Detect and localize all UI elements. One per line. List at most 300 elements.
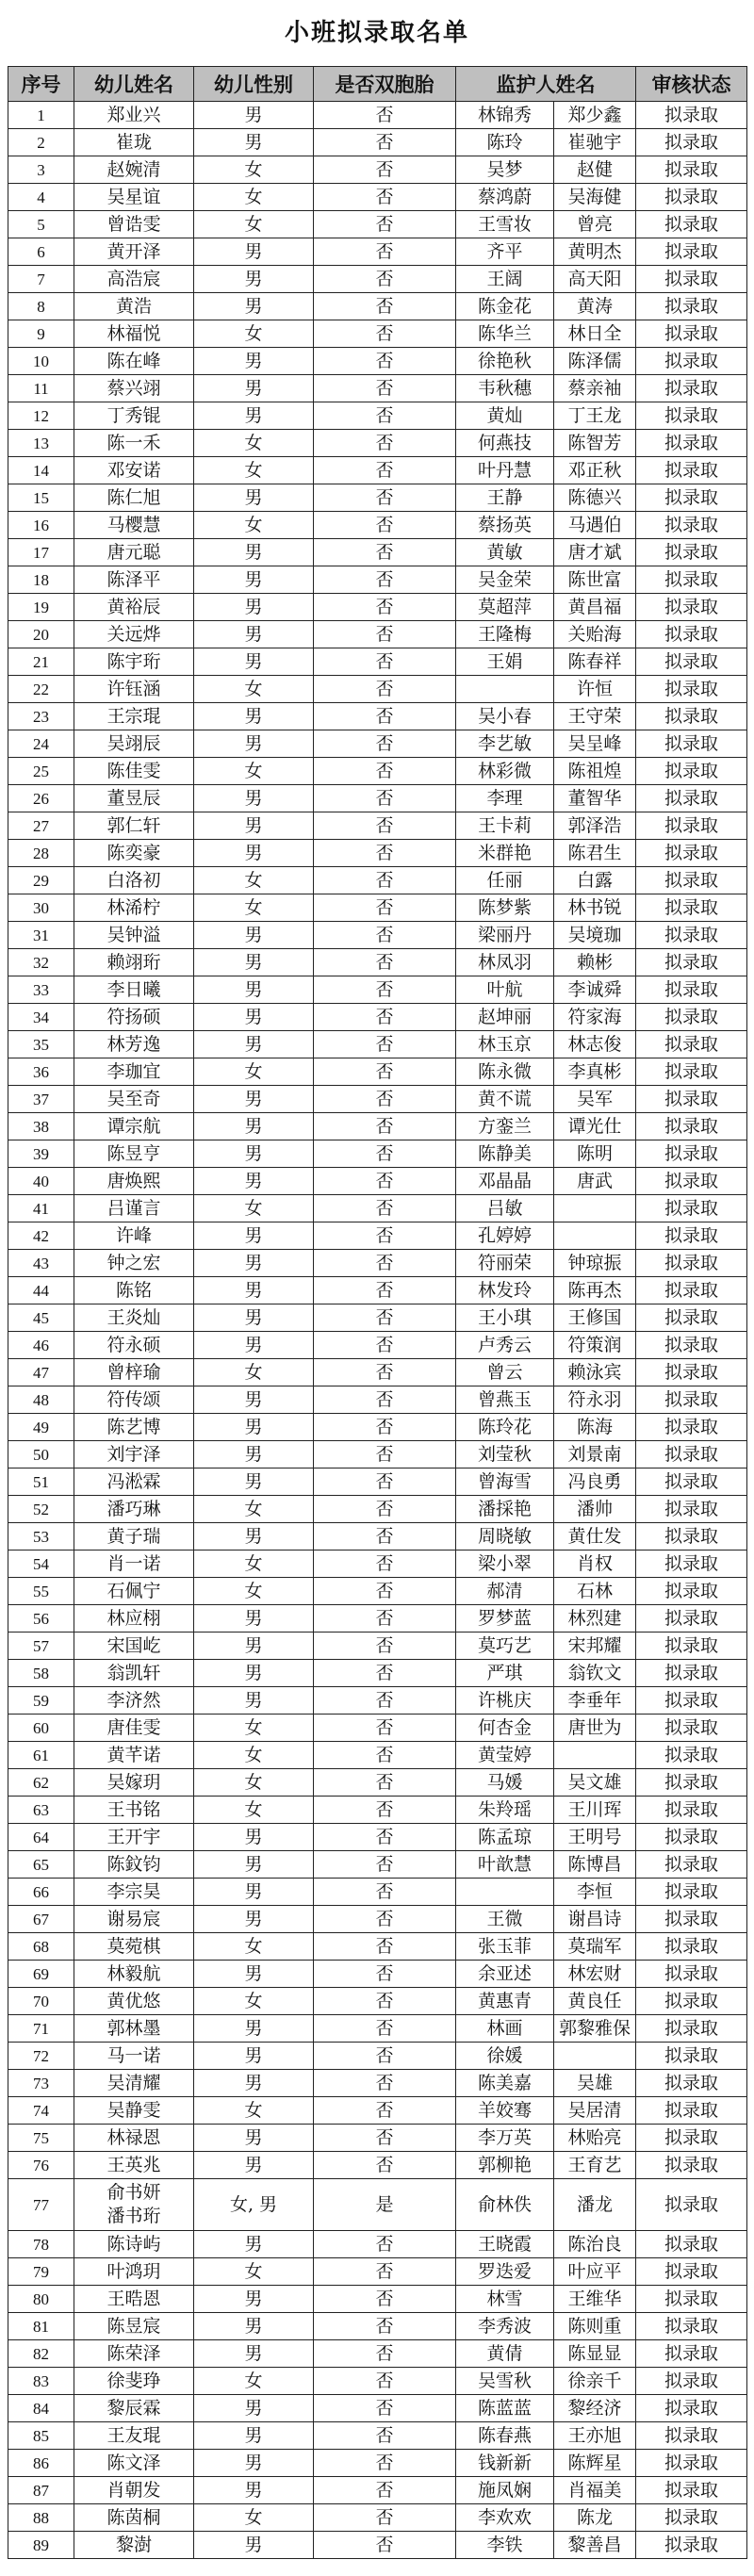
cell-guardian-1: 何杏金 bbox=[456, 1715, 554, 1742]
cell-guardian-2: 吴雄 bbox=[554, 2070, 636, 2097]
cell-status: 拟录取 bbox=[636, 375, 747, 402]
table-row bbox=[8, 812, 747, 840]
cell-twin: 否 bbox=[314, 1031, 456, 1058]
cell-guardian-2: 李恒 bbox=[554, 1879, 636, 1906]
cell-gender: 男 bbox=[194, 129, 314, 156]
cell-seq: 67 bbox=[8, 1906, 74, 1933]
cell-guardian-1: 朱羚瑶 bbox=[456, 1797, 554, 1824]
cell-gender: 男 bbox=[194, 2422, 314, 2450]
cell-gender: 男 bbox=[194, 1851, 314, 1879]
cell-twin: 否 bbox=[314, 375, 456, 402]
cell-child-name: 俞书妍 潘书珩 bbox=[74, 2179, 194, 2231]
table-row bbox=[8, 2532, 747, 2559]
cell-guardian-1: 林凤羽 bbox=[456, 949, 554, 976]
cell-twin: 否 bbox=[314, 102, 456, 129]
cell-child-name: 谭宗航 bbox=[74, 1113, 194, 1140]
cell-guardian-1: 曾海雪 bbox=[456, 1468, 554, 1496]
cell-guardian-2: 陈世富 bbox=[554, 566, 636, 594]
cell-child-name: 陈一禾 bbox=[74, 430, 194, 457]
cell-gender: 男 bbox=[194, 1660, 314, 1687]
cell-guardian-2: 陈德兴 bbox=[554, 484, 636, 512]
cell-gender: 男 bbox=[194, 2152, 314, 2179]
cell-guardian-1: 施凤娴 bbox=[456, 2477, 554, 2504]
cell-seq: 24 bbox=[8, 730, 74, 758]
cell-gender: 女 bbox=[194, 1578, 314, 1605]
table-row bbox=[8, 1304, 747, 1332]
cell-twin: 否 bbox=[314, 1304, 456, 1332]
cell-child-name: 李济然 bbox=[74, 1687, 194, 1715]
table-row bbox=[8, 2231, 747, 2258]
cell-twin: 否 bbox=[314, 1961, 456, 1988]
cell-gender: 男 bbox=[194, 1523, 314, 1551]
cell-child-name: 唐佳雯 bbox=[74, 1715, 194, 1742]
cell-guardian-2: 肖权 bbox=[554, 1551, 636, 1578]
cell-seq: 44 bbox=[8, 1277, 74, 1304]
cell-guardian-1: 黄灿 bbox=[456, 402, 554, 430]
cell-twin: 否 bbox=[314, 2258, 456, 2286]
cell-gender: 男 bbox=[194, 949, 314, 976]
cell-child-name: 曾诰雯 bbox=[74, 211, 194, 238]
cell-guardian-1: 米群艳 bbox=[456, 840, 554, 867]
cell-guardian-1: 许桃庆 bbox=[456, 1687, 554, 1715]
cell-twin: 否 bbox=[314, 2340, 456, 2368]
cell-seq: 31 bbox=[8, 922, 74, 949]
table-row bbox=[8, 2152, 747, 2179]
cell-child-name: 曾梓瑜 bbox=[74, 1359, 194, 1386]
table-row bbox=[8, 1086, 747, 1113]
cell-guardian-2: 黄仕发 bbox=[554, 1523, 636, 1551]
cell-status: 拟录取 bbox=[636, 1769, 747, 1797]
table-row bbox=[8, 1906, 747, 1933]
cell-child-name: 王晧恩 bbox=[74, 2286, 194, 2313]
cell-guardian-2: 赵健 bbox=[554, 156, 636, 184]
table-row bbox=[8, 1441, 747, 1468]
cell-guardian-1: 曾燕玉 bbox=[456, 1386, 554, 1414]
cell-status: 拟录取 bbox=[636, 1797, 747, 1824]
cell-gender: 男 bbox=[194, 539, 314, 566]
table-row bbox=[8, 1386, 747, 1414]
cell-guardian-2: 吴呈峰 bbox=[554, 730, 636, 758]
cell-guardian-1: 李艺敏 bbox=[456, 730, 554, 758]
cell-seq: 33 bbox=[8, 976, 74, 1004]
cell-twin: 否 bbox=[314, 184, 456, 211]
table-row bbox=[8, 566, 747, 594]
cell-guardian-1: 吴梦 bbox=[456, 156, 554, 184]
cell-status: 拟录取 bbox=[636, 2152, 747, 2179]
table-row bbox=[8, 976, 747, 1004]
cell-child-name: 陈仁旭 bbox=[74, 484, 194, 512]
cell-guardian-2: 王明号 bbox=[554, 1824, 636, 1851]
cell-guardian-1: 陈孟琼 bbox=[456, 1824, 554, 1851]
cell-guardian-1: 陈玲 bbox=[456, 129, 554, 156]
cell-status: 拟录取 bbox=[636, 730, 747, 758]
cell-twin: 否 bbox=[314, 2015, 456, 2043]
cell-seq: 69 bbox=[8, 1961, 74, 1988]
cell-twin: 否 bbox=[314, 1988, 456, 2015]
cell-guardian-1: 吴金荣 bbox=[456, 566, 554, 594]
cell-gender: 男 bbox=[194, 566, 314, 594]
cell-child-name: 林禄恩 bbox=[74, 2125, 194, 2152]
cell-gender: 女 bbox=[194, 867, 314, 894]
cell-status: 拟录取 bbox=[636, 156, 747, 184]
cell-guardian-2: 吴军 bbox=[554, 1086, 636, 1113]
cell-guardian-2: 黄明杰 bbox=[554, 238, 636, 266]
cell-guardian-2: 王川珲 bbox=[554, 1797, 636, 1824]
cell-child-name: 吴翊辰 bbox=[74, 730, 194, 758]
cell-status: 拟录取 bbox=[636, 348, 747, 375]
cell-twin: 否 bbox=[314, 1496, 456, 1523]
cell-twin: 否 bbox=[314, 512, 456, 539]
cell-gender: 男 bbox=[194, 2043, 314, 2070]
table-row bbox=[8, 184, 747, 211]
cell-twin: 否 bbox=[314, 1359, 456, 1386]
cell-seq: 14 bbox=[8, 457, 74, 484]
cell-seq: 40 bbox=[8, 1168, 74, 1195]
cell-status: 拟录取 bbox=[636, 1551, 747, 1578]
cell-gender: 女 bbox=[194, 2504, 314, 2532]
cell-guardian-2: 吴境珈 bbox=[554, 922, 636, 949]
table-row bbox=[8, 2450, 747, 2477]
cell-twin: 否 bbox=[314, 2422, 456, 2450]
cell-status: 拟录取 bbox=[636, 1715, 747, 1742]
cell-guardian-2: 邓正秋 bbox=[554, 457, 636, 484]
cell-status: 拟录取 bbox=[636, 457, 747, 484]
cell-guardian-1: 赵坤丽 bbox=[456, 1004, 554, 1031]
cell-guardian-2: 翁钦文 bbox=[554, 1660, 636, 1687]
cell-twin: 否 bbox=[314, 621, 456, 648]
cell-child-name: 陈泽平 bbox=[74, 566, 194, 594]
cell-seq: 29 bbox=[8, 867, 74, 894]
table-row bbox=[8, 949, 747, 976]
table-row bbox=[8, 2070, 747, 2097]
cell-status: 拟录取 bbox=[636, 2340, 747, 2368]
cell-gender: 男 bbox=[194, 2070, 314, 2097]
cell-twin: 否 bbox=[314, 1687, 456, 1715]
cell-seq: 83 bbox=[8, 2368, 74, 2395]
cell-status: 拟录取 bbox=[636, 2395, 747, 2422]
cell-guardian-2: 许恒 bbox=[554, 676, 636, 703]
cell-gender: 女 bbox=[194, 320, 314, 348]
cell-guardian-1: 蔡扬英 bbox=[456, 512, 554, 539]
cell-status: 拟录取 bbox=[636, 2532, 747, 2559]
cell-twin: 否 bbox=[314, 457, 456, 484]
cell-seq: 86 bbox=[8, 2450, 74, 2477]
cell-status: 拟录取 bbox=[636, 102, 747, 129]
cell-child-name: 马一诺 bbox=[74, 2043, 194, 2070]
table-row bbox=[8, 238, 747, 266]
cell-gender: 男 bbox=[194, 594, 314, 621]
cell-guardian-2: 林烈建 bbox=[554, 1605, 636, 1633]
cell-seq: 37 bbox=[8, 1086, 74, 1113]
cell-gender: 男 bbox=[194, 1222, 314, 1250]
cell-seq: 84 bbox=[8, 2395, 74, 2422]
cell-child-name: 王书铭 bbox=[74, 1797, 194, 1824]
cell-guardian-2: 刘景南 bbox=[554, 1441, 636, 1468]
cell-status: 拟录取 bbox=[636, 1359, 747, 1386]
cell-seq: 22 bbox=[8, 676, 74, 703]
cell-seq: 72 bbox=[8, 2043, 74, 2070]
cell-gender: 男 bbox=[194, 730, 314, 758]
cell-seq: 56 bbox=[8, 1605, 74, 1633]
cell-child-name: 郭仁轩 bbox=[74, 812, 194, 840]
cell-seq: 26 bbox=[8, 785, 74, 812]
table-row bbox=[8, 266, 747, 293]
cell-gender: 男 bbox=[194, 2313, 314, 2340]
cell-twin: 否 bbox=[314, 1140, 456, 1168]
cell-twin: 否 bbox=[314, 1386, 456, 1414]
table-row bbox=[8, 430, 747, 457]
cell-guardian-2: 黄良任 bbox=[554, 1988, 636, 2015]
cell-gender: 男 bbox=[194, 266, 314, 293]
cell-status: 拟录取 bbox=[636, 1058, 747, 1086]
table-row bbox=[8, 648, 747, 676]
cell-child-name: 王友琨 bbox=[74, 2422, 194, 2450]
cell-child-name: 许峰 bbox=[74, 1222, 194, 1250]
cell-status: 拟录取 bbox=[636, 1004, 747, 1031]
cell-twin: 否 bbox=[314, 949, 456, 976]
cell-twin: 否 bbox=[314, 1769, 456, 1797]
cell-child-name: 吕谨言 bbox=[74, 1195, 194, 1222]
cell-gender: 女 bbox=[194, 1797, 314, 1824]
cell-status: 拟录取 bbox=[636, 785, 747, 812]
cell-twin: 否 bbox=[314, 266, 456, 293]
cell-child-name: 吴钟溢 bbox=[74, 922, 194, 949]
table-row bbox=[8, 457, 747, 484]
cell-status: 拟录取 bbox=[636, 1933, 747, 1961]
cell-guardian-1: 王静 bbox=[456, 484, 554, 512]
cell-gender: 男 bbox=[194, 2340, 314, 2368]
cell-seq: 79 bbox=[8, 2258, 74, 2286]
cell-child-name: 李珈宜 bbox=[74, 1058, 194, 1086]
cell-guardian-2: 蔡亲袖 bbox=[554, 375, 636, 402]
cell-twin: 否 bbox=[314, 1551, 456, 1578]
cell-gender: 男 bbox=[194, 1879, 314, 1906]
cell-twin: 否 bbox=[314, 1933, 456, 1961]
cell-guardian-1: 卢秀云 bbox=[456, 1332, 554, 1359]
cell-seq: 47 bbox=[8, 1359, 74, 1386]
cell-status: 拟录取 bbox=[636, 1961, 747, 1988]
cell-child-name: 潘巧琳 bbox=[74, 1496, 194, 1523]
cell-gender: 男 bbox=[194, 293, 314, 320]
cell-child-name: 王炎灿 bbox=[74, 1304, 194, 1332]
cell-seq: 16 bbox=[8, 512, 74, 539]
header-status: 审核状态 bbox=[636, 67, 747, 102]
cell-guardian-2: 符家海 bbox=[554, 1004, 636, 1031]
cell-status: 拟录取 bbox=[636, 2043, 747, 2070]
cell-child-name: 林芳逸 bbox=[74, 1031, 194, 1058]
cell-guardian-2: 陈海 bbox=[554, 1414, 636, 1441]
cell-seq: 70 bbox=[8, 1988, 74, 2015]
table-body bbox=[8, 102, 747, 2559]
cell-status: 拟录取 bbox=[636, 1824, 747, 1851]
cell-child-name: 石佩宁 bbox=[74, 1578, 194, 1605]
cell-twin: 否 bbox=[314, 1004, 456, 1031]
cell-seq: 17 bbox=[8, 539, 74, 566]
cell-gender: 男 bbox=[194, 785, 314, 812]
cell-guardian-1: 林雪 bbox=[456, 2286, 554, 2313]
cell-child-name: 李宗昊 bbox=[74, 1879, 194, 1906]
cell-status: 拟录取 bbox=[636, 1687, 747, 1715]
cell-child-name: 陈在峰 bbox=[74, 348, 194, 375]
cell-status: 拟录取 bbox=[636, 1277, 747, 1304]
cell-gender: 男 bbox=[194, 2231, 314, 2258]
cell-child-name: 黄浩 bbox=[74, 293, 194, 320]
cell-child-name: 黄子瑞 bbox=[74, 1523, 194, 1551]
cell-guardian-1: 莫超萍 bbox=[456, 594, 554, 621]
cell-gender: 男 bbox=[194, 2395, 314, 2422]
table-row bbox=[8, 512, 747, 539]
cell-child-name: 符传颂 bbox=[74, 1386, 194, 1414]
table-row bbox=[8, 1031, 747, 1058]
cell-gender: 女 bbox=[194, 1058, 314, 1086]
cell-guardian-2: 王亦旭 bbox=[554, 2422, 636, 2450]
table-row bbox=[8, 1058, 747, 1086]
cell-seq: 66 bbox=[8, 1879, 74, 1906]
cell-twin: 否 bbox=[314, 2070, 456, 2097]
cell-guardian-1: 黄倩 bbox=[456, 2340, 554, 2368]
cell-status: 拟录取 bbox=[636, 266, 747, 293]
cell-status: 拟录取 bbox=[636, 2450, 747, 2477]
cell-status: 拟录取 bbox=[636, 1496, 747, 1523]
cell-twin: 否 bbox=[314, 867, 456, 894]
cell-guardian-1 bbox=[456, 1879, 554, 1906]
cell-guardian-2: 郭黎雅保 bbox=[554, 2015, 636, 2043]
cell-gender: 女 bbox=[194, 2258, 314, 2286]
cell-twin: 否 bbox=[314, 1660, 456, 1687]
cell-guardian-2: 陈君生 bbox=[554, 840, 636, 867]
cell-child-name: 黄优悠 bbox=[74, 1988, 194, 2015]
cell-guardian-1: 陈金花 bbox=[456, 293, 554, 320]
cell-seq: 35 bbox=[8, 1031, 74, 1058]
cell-child-name: 蔡兴翊 bbox=[74, 375, 194, 402]
cell-guardian-1: 林彩微 bbox=[456, 758, 554, 785]
cell-guardian-1: 吕敏 bbox=[456, 1195, 554, 1222]
cell-seq: 57 bbox=[8, 1633, 74, 1660]
cell-guardian-2: 曾亮 bbox=[554, 211, 636, 238]
cell-guardian-1: 蔡鸿蔚 bbox=[456, 184, 554, 211]
table-row bbox=[8, 1605, 747, 1633]
cell-status: 拟录取 bbox=[636, 402, 747, 430]
cell-guardian-1: 徐媛 bbox=[456, 2043, 554, 2070]
cell-guardian-2 bbox=[554, 1742, 636, 1769]
cell-status: 拟录取 bbox=[636, 2179, 747, 2231]
cell-twin: 否 bbox=[314, 402, 456, 430]
cell-seq: 38 bbox=[8, 1113, 74, 1140]
cell-guardian-1: 李理 bbox=[456, 785, 554, 812]
cell-guardian-2: 陈祖煌 bbox=[554, 758, 636, 785]
cell-seq: 81 bbox=[8, 2313, 74, 2340]
table-row bbox=[8, 1961, 747, 1988]
cell-guardian-2: 钟琼振 bbox=[554, 1250, 636, 1277]
table-row bbox=[8, 2313, 747, 2340]
cell-gender: 女 bbox=[194, 1988, 314, 2015]
cell-guardian-1: 林玉京 bbox=[456, 1031, 554, 1058]
cell-child-name: 钟之宏 bbox=[74, 1250, 194, 1277]
cell-child-name: 唐焕熙 bbox=[74, 1168, 194, 1195]
cell-seq: 62 bbox=[8, 1769, 74, 1797]
cell-twin: 否 bbox=[314, 1523, 456, 1551]
cell-guardian-1: 王小琪 bbox=[456, 1304, 554, 1332]
cell-guardian-1: 黄惠青 bbox=[456, 1988, 554, 2015]
cell-guardian-2: 王修国 bbox=[554, 1304, 636, 1332]
cell-twin: 否 bbox=[314, 2313, 456, 2340]
cell-guardian-2 bbox=[554, 1195, 636, 1222]
cell-gender: 女 bbox=[194, 512, 314, 539]
cell-status: 拟录取 bbox=[636, 758, 747, 785]
cell-seq: 34 bbox=[8, 1004, 74, 1031]
cell-child-name: 莫菀棋 bbox=[74, 1933, 194, 1961]
cell-guardian-2: 赖泳宾 bbox=[554, 1359, 636, 1386]
cell-status: 拟录取 bbox=[636, 539, 747, 566]
cell-gender: 男 bbox=[194, 1824, 314, 1851]
cell-seq: 23 bbox=[8, 703, 74, 730]
table-row bbox=[8, 2125, 747, 2152]
table-row bbox=[8, 1742, 747, 1769]
table-row bbox=[8, 348, 747, 375]
cell-twin: 否 bbox=[314, 1851, 456, 1879]
cell-status: 拟录取 bbox=[636, 676, 747, 703]
cell-seq: 25 bbox=[8, 758, 74, 785]
cell-guardian-2: 肖福美 bbox=[554, 2477, 636, 2504]
cell-gender: 男 bbox=[194, 922, 314, 949]
cell-seq: 85 bbox=[8, 2422, 74, 2450]
table-row bbox=[8, 211, 747, 238]
cell-guardian-2: 冯良勇 bbox=[554, 1468, 636, 1496]
cell-seq: 19 bbox=[8, 594, 74, 621]
cell-seq: 12 bbox=[8, 402, 74, 430]
table-row bbox=[8, 1797, 747, 1824]
cell-status: 拟录取 bbox=[636, 949, 747, 976]
cell-guardian-1: 李秀波 bbox=[456, 2313, 554, 2340]
cell-guardian-1: 羊姣骞 bbox=[456, 2097, 554, 2125]
cell-twin: 否 bbox=[314, 730, 456, 758]
cell-guardian-2: 黄涛 bbox=[554, 293, 636, 320]
cell-guardian-2: 符永羽 bbox=[554, 1386, 636, 1414]
cell-guardian-1: 郝清 bbox=[456, 1578, 554, 1605]
cell-gender: 女, 男 bbox=[194, 2179, 314, 2231]
table-row bbox=[8, 293, 747, 320]
cell-seq: 71 bbox=[8, 2015, 74, 2043]
cell-child-name: 陈昱宸 bbox=[74, 2313, 194, 2340]
cell-child-name: 陈佳雯 bbox=[74, 758, 194, 785]
cell-twin: 否 bbox=[314, 1195, 456, 1222]
cell-gender: 男 bbox=[194, 976, 314, 1004]
cell-child-name: 林浠柠 bbox=[74, 894, 194, 922]
cell-guardian-2: 陈明 bbox=[554, 1140, 636, 1168]
cell-guardian-1: 韦秋穗 bbox=[456, 375, 554, 402]
cell-guardian-2: 黄昌福 bbox=[554, 594, 636, 621]
cell-gender: 男 bbox=[194, 2125, 314, 2152]
cell-status: 拟录取 bbox=[636, 1742, 747, 1769]
table-row bbox=[8, 1715, 747, 1742]
cell-guardian-2: 王维华 bbox=[554, 2286, 636, 2313]
cell-seq: 80 bbox=[8, 2286, 74, 2313]
cell-seq: 27 bbox=[8, 812, 74, 840]
cell-seq: 13 bbox=[8, 430, 74, 457]
cell-guardian-2: 王守荣 bbox=[554, 703, 636, 730]
cell-guardian-2: 王育艺 bbox=[554, 2152, 636, 2179]
cell-child-name: 肖一诺 bbox=[74, 1551, 194, 1578]
cell-status: 拟录取 bbox=[636, 2313, 747, 2340]
cell-guardian-1: 郭柳艳 bbox=[456, 2152, 554, 2179]
cell-gender: 男 bbox=[194, 238, 314, 266]
cell-guardian-1: 陈永微 bbox=[456, 1058, 554, 1086]
cell-twin: 否 bbox=[314, 1578, 456, 1605]
table-row bbox=[8, 1687, 747, 1715]
cell-twin: 否 bbox=[314, 894, 456, 922]
cell-child-name: 关远烨 bbox=[74, 621, 194, 648]
cell-guardian-2: 吴海健 bbox=[554, 184, 636, 211]
